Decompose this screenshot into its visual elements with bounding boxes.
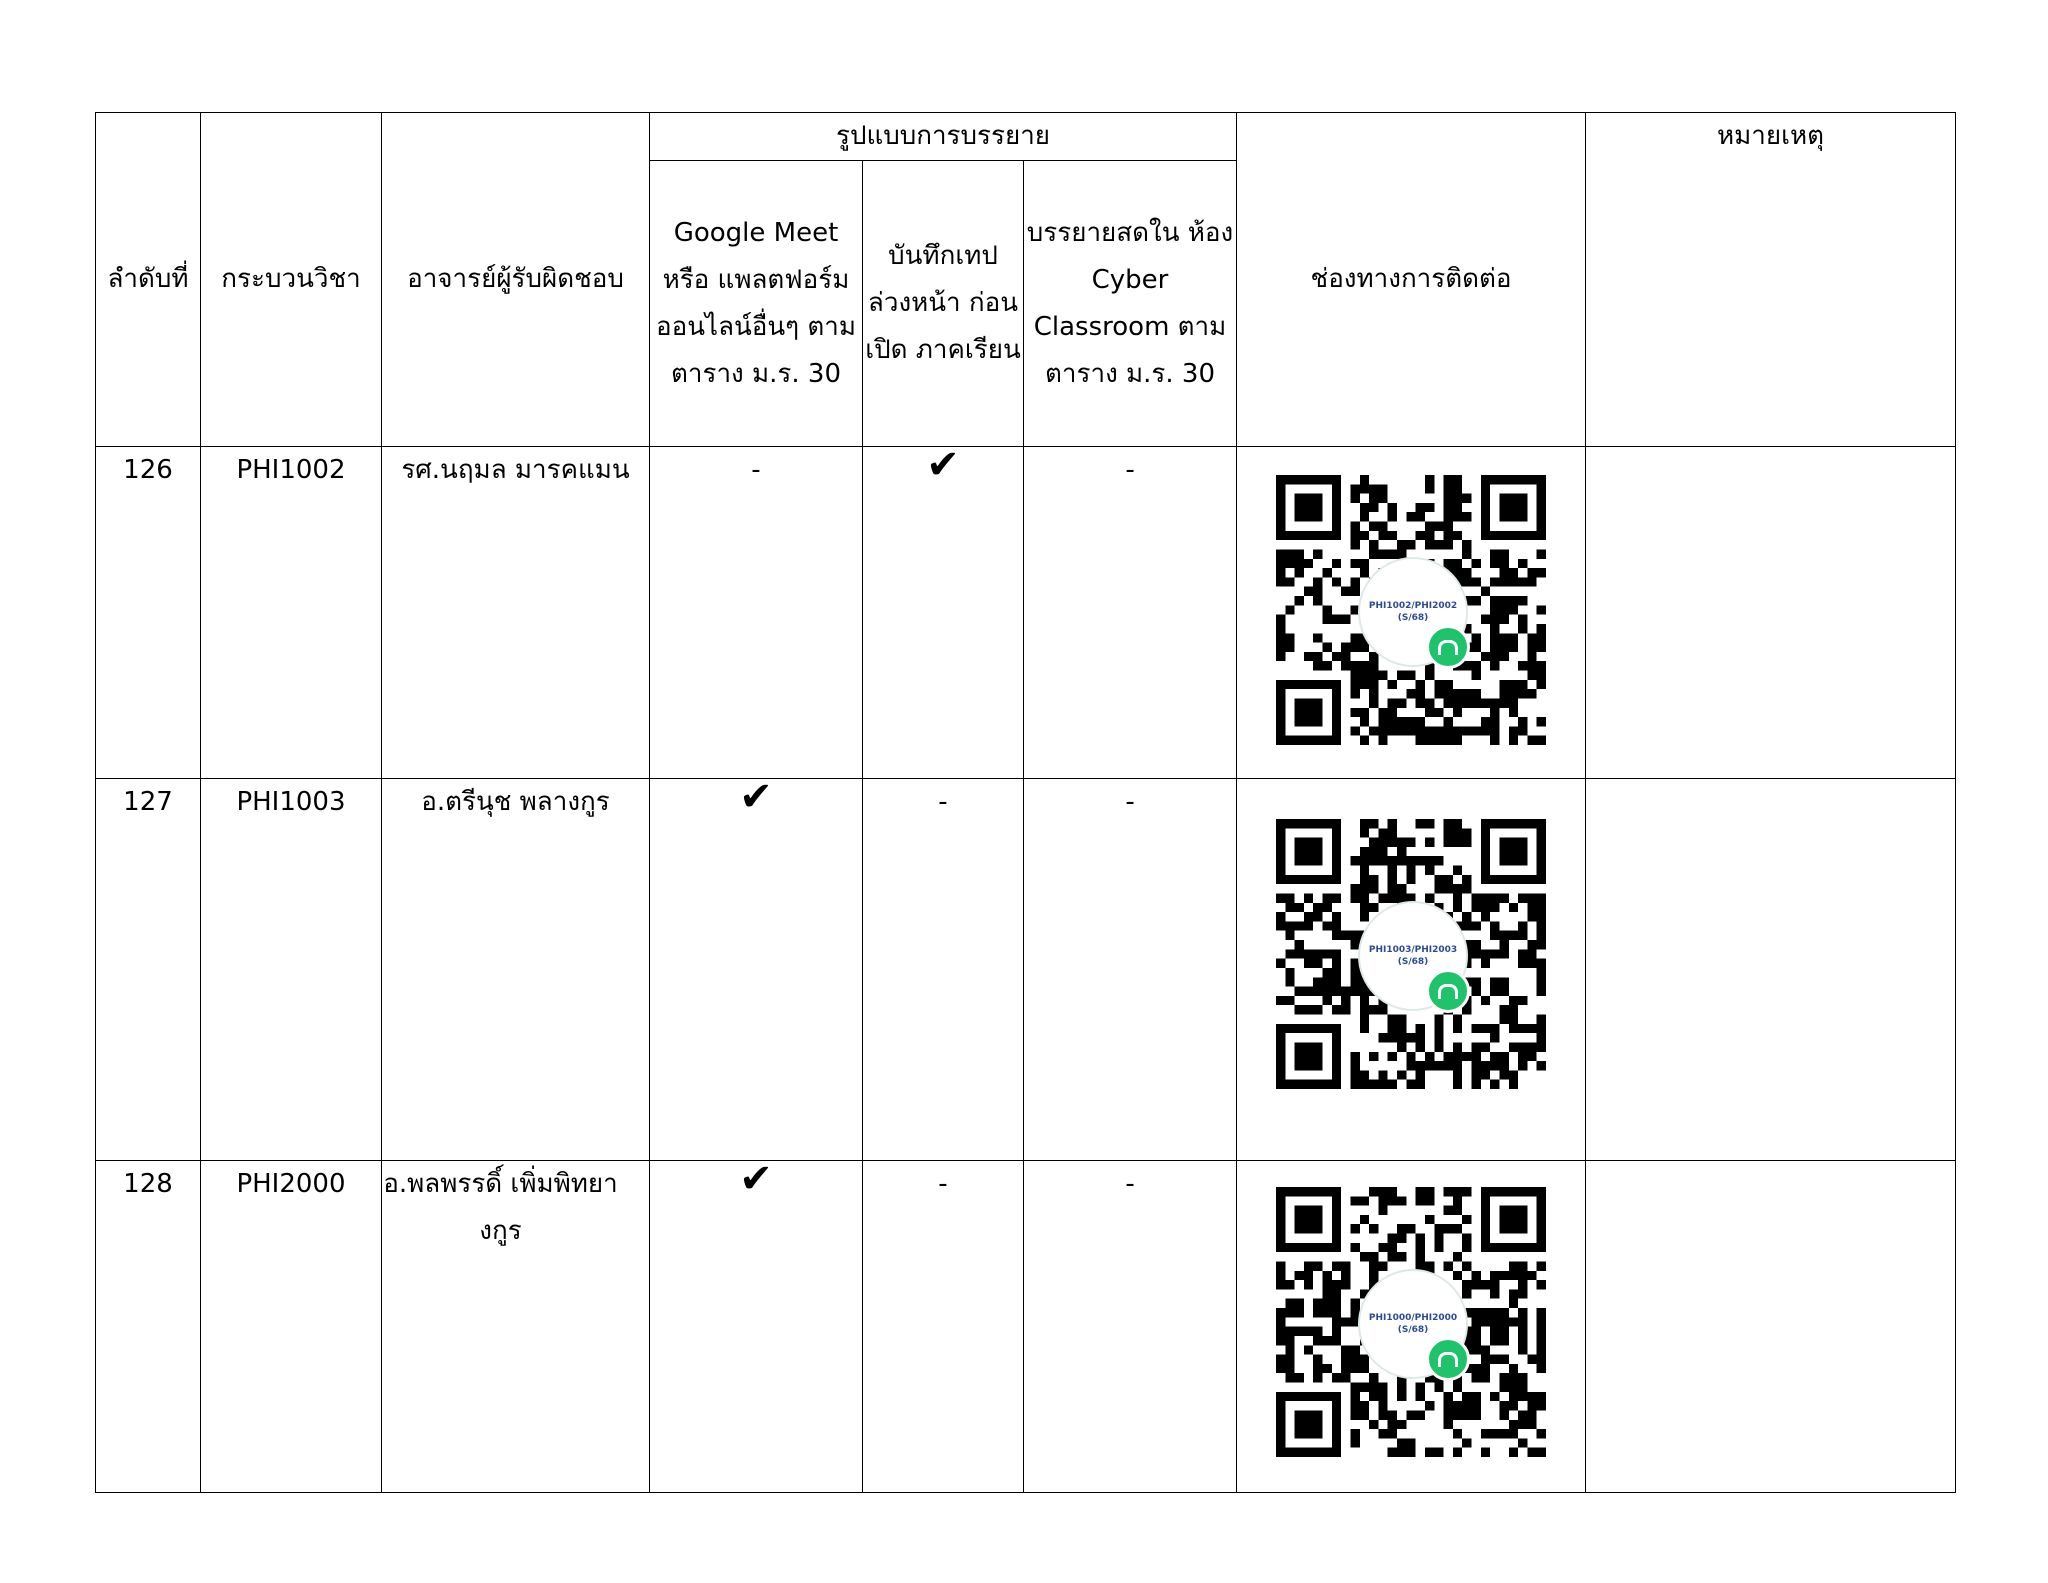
dash-mark: -: [751, 455, 761, 485]
line-app-icon: [1426, 625, 1470, 669]
table-row: [96, 779, 1956, 1161]
row-contact: [1237, 447, 1586, 779]
qr-label-term: (S/68): [1397, 1325, 1429, 1335]
schedule-table: [95, 112, 1956, 1493]
row-live: [1024, 1161, 1237, 1493]
row-remark: [1586, 779, 1956, 1161]
line-app-icon: [1426, 1337, 1470, 1381]
row-no: 127: [96, 779, 201, 1161]
row-instructor: อ.พลพรรดิ์ เพิ่มพิทยางกูร: [382, 1161, 650, 1493]
header-format-online: Google Meet หรือ แพลตฟอร์ม ออนไลน์อื่นๆ ตามตาราง ม.ร. 30: [650, 161, 863, 447]
qr-label-term: (S/68): [1397, 957, 1429, 967]
row-recorded: [863, 442, 1024, 779]
qr-code[interactable]: [1276, 819, 1546, 1089]
row-course: PHI2000: [201, 1161, 382, 1493]
row-live: [1024, 779, 1237, 1161]
row-contact: [1237, 1161, 1586, 1493]
table-row: [96, 1161, 1956, 1493]
row-live: [1024, 447, 1237, 779]
row-online: [650, 774, 863, 1161]
row-course: PHI1003: [201, 779, 382, 1161]
header-format-group: รูปแบบการบรรยาย: [650, 113, 1237, 161]
qr-code[interactable]: [1276, 1187, 1546, 1457]
line-app-icon: [1426, 969, 1470, 1013]
dash-mark: -: [938, 787, 948, 817]
row-recorded: [863, 1161, 1024, 1493]
row-remark: [1586, 1161, 1956, 1493]
check-mark-icon: ✔: [926, 442, 960, 488]
header-instructor: อาจารย์ผู้รับผิดชอบ: [382, 113, 650, 447]
dash-mark: -: [1125, 1169, 1135, 1199]
row-contact: [1237, 779, 1586, 1161]
header-remark: หมายเหตุ: [1586, 113, 1956, 447]
row-no: 128: [96, 1161, 201, 1493]
row-instructor: รศ.นฤมล มารคแมน: [382, 447, 650, 779]
dash-mark: -: [1125, 787, 1135, 817]
row-instructor: อ.ตรีนุช พลางกูร: [382, 779, 650, 1161]
row-online: [650, 1156, 863, 1493]
header-course: กระบวนวิชา: [201, 113, 382, 447]
qr-code[interactable]: [1276, 475, 1546, 745]
row-no: 126: [96, 447, 201, 779]
header-format-live: บรรยายสดใน ห้อง Cyber Classroom ตามตาราง ม.ร. 30: [1024, 161, 1237, 447]
header-no: ลำดับที่: [96, 113, 201, 447]
qr-label-course: PHI1002/PHI2002: [1368, 601, 1458, 611]
header-format-recorded: บันทึกเทป ล่วงหน้า ก่อนเปิด ภาคเรียน: [863, 161, 1024, 447]
dash-mark: -: [1125, 455, 1135, 485]
dash-mark: -: [938, 1169, 948, 1199]
table-row: [96, 447, 1956, 779]
row-online: [650, 447, 863, 779]
row-course: PHI1002: [201, 447, 382, 779]
check-mark-icon: ✔: [739, 774, 773, 820]
qr-label-term: (S/68): [1397, 613, 1429, 623]
row-remark: [1586, 447, 1956, 779]
check-mark-icon: ✔: [739, 1156, 773, 1202]
qr-label-course: PHI1000/PHI2000: [1368, 1313, 1458, 1323]
qr-label-course: PHI1003/PHI2003: [1368, 945, 1458, 955]
header-contact: ช่องทางการติดต่อ: [1237, 113, 1586, 447]
row-recorded: [863, 779, 1024, 1161]
